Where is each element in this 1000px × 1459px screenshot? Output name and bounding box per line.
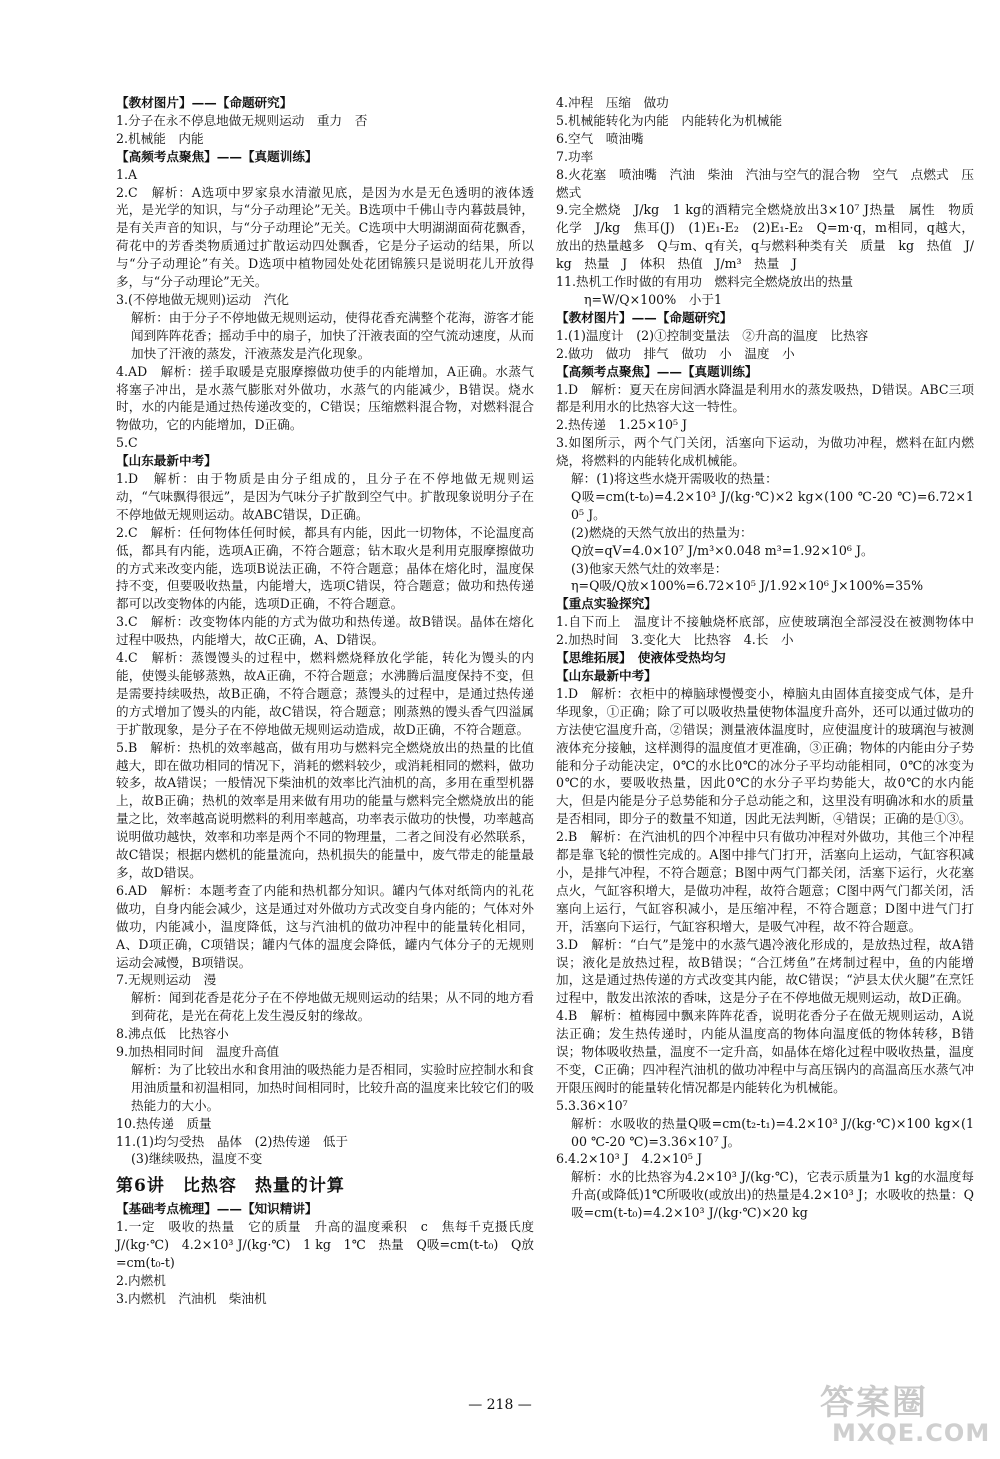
answer-line: 2.做功 做功 排气 做功 小 温度 小	[556, 345, 795, 361]
section-header: 【教材图片】——【命题研究】	[116, 95, 293, 110]
answer-line: 5.机械能转化为内能 内能转化为机械能	[556, 112, 783, 128]
answer-line: η=Q吸/Q放×100%=6.72×10⁵ J/1.92×10⁶ J×100%=35%	[571, 578, 924, 594]
answer-line: 7.无规则运动 漫	[116, 972, 217, 988]
answer-line: 1.分子在永不停息地做无规则运动 重力 否	[116, 112, 368, 128]
answer-line: 8.沸点低 比热容小	[116, 1026, 229, 1042]
answer-line: 5.B 解析：热机的效率越高，做有用功与燃料完全燃烧放出的热量的比值越大，即在做功相同的情况下，消耗的燃料较少，或消耗相同的燃料，做功较多，故A错误；一般情况下柴油机的效率比汽油机的高，多用在重型机器上，故B正确；热机的效率是用来做有用功的能量与燃料完全燃烧放出的能量之比，效率越高说明燃料的利用率越高，功率表示做功的快慢，功率越高说明做功越快，效率和功率是两个不同的物理量，二者之间没有必然联系，故C错误；根据内燃机的能量流向，热机损失的能量中，废气带走的能量最多，故D错误。	[116, 739, 534, 880]
answer-line: 2.B 解析：在汽油机的四个冲程中只有做功冲程对外做功，其他三个冲程都是靠飞轮的惯性完成的。A图中排气门打开，活塞向上运动，气缸容积减小，是排气冲程，不符合题意；B图中两气门都关闭，活塞下运行，火花塞点火，气缸容积增大，是做功冲程，故符合题意；C图中两气门都关闭，活塞向上运行，气缸容积减小，是压缩冲程，不符合题意；D图中进气门打开，活塞向下运行，气缸容积增大，是吸气冲程，故不符合题意。	[556, 829, 974, 934]
answer-line: 2.热传递 1.25×10⁵ J	[556, 417, 688, 433]
watermark-logo: 答案圈	[820, 1383, 928, 1423]
answer-line: 9.加热相同时间 温度升高值	[116, 1044, 280, 1060]
answer-line: 4.B 解析：植梅园中飘来阵阵花香，说明花香分子在做无规则运动，A说法正确；发生热传递时，内能从温度高的物体向温度低的物体转移，B错误；物体吸收热量，温度不一定升高，如晶体在熔化过程中吸收热量，温度不变，C正确；四冲程汽油机的做功冲程中与高压锅内的高温高压水蒸气冲开限压阀时的能量转化情况都是内能转化为机械能。	[556, 1008, 974, 1095]
answer-line: 4.C 解析：蒸馒馒头的过程中，燃料燃烧释放化学能，转化为馒头的内能，使馒头能够蒸熟，故A正确，不符合题意；水沸腾后温度保持不变，但是需要持续吸热，故B正确，不符合题意；蒸馒头的过程中，是通过热传递的方式增加了馒头的内能，故C错误，符合题意；刚蒸熟的馒头香气四溢属于扩散现象，是分子在不停地做无规则运动造成，故D正确，不符合题意。	[116, 650, 534, 737]
answer-line: 2.C 解析：A选项中罗家泉水清澈见底，是因为水是无色透明的液体透光，是光学的知识，与“分子动理论”无关。B选项中千佛山寺内暮鼓晨钟，是有关声音的知识，与“分子动理论”无关。C选项中大明湖湖面荷花飘香，荷花中的芳香类物质通过扩散运动四处飘香，它是分子运动的结果，所以与“分子动理论”有关。D选项中植物园处处花团锦簇只是说明花儿开放得多，与“分子动理论”无关。	[116, 184, 534, 290]
section-header: 【教材图片】——【命题研究】	[556, 309, 733, 325]
answer-line: 11.热机工作时做的有用功 燃料完全燃烧放出的热量	[556, 274, 854, 290]
section-header: 【高频考点聚焦】——【真题训练】	[116, 148, 318, 164]
answer-line: 解：(1)将这些水烧开需吸收的热量：	[571, 471, 778, 487]
answer-line: 解析：为了比较出水和食用油的吸热能力是否相同，实验时应控制水和食用油质量和初温相同，加热时间相同时，比较升高的温度来比较它们的吸热能力的大小。	[131, 1061, 534, 1113]
answer-line: 1.一定 吸收的热量 它的质量 升高的温度乘积 c 焦每千克摄氏度 J/(kg·℃) 4.2×10³ J/(kg·℃) 1 kg 1℃ 热量 Q吸=cm(t-t₀) Q放=cm(t₀-t)	[116, 1219, 547, 1270]
section-header: 【基础考点梳理】——【知识精讲】	[116, 1201, 318, 1217]
answer-line: 解析：闻到花香是花分子在不停地做无规则运动的结果；从不同的地方看到荷花，是光在荷花上发生漫反射的缘故。	[131, 990, 534, 1024]
section-header: 【高频考点聚焦】——【真题训练】	[556, 363, 758, 379]
answer-line: 4.冲程 压缩 做功	[556, 95, 669, 110]
right-column	[556, 94, 987, 1222]
answer-line: 解析：水的比热容为4.2×10³ J/(kg·℃)，它表示质量为1 kg的水温度每升高(或降低)1℃所吸收(或放出)的热量是4.2×10³ J；水吸收的热量：Q吸=cm(t-t₀)=4.2×10³ J/(kg·℃)×20 kg	[571, 1169, 974, 1221]
page-number: — 218 —	[468, 1397, 532, 1413]
left-column	[116, 94, 547, 1308]
answer-line: 5.C	[116, 435, 138, 451]
answer-line: 11.(1)均匀受热 晶体 (2)热传递 低于	[116, 1133, 349, 1149]
section-header: 【重点实验探究】	[556, 596, 657, 612]
section-header: 【思维拓展】 使液体受热均匀	[556, 650, 727, 666]
answer-line: 6.空气 喷油嘴	[556, 130, 644, 146]
answer-line: 3.如图所示，两个气门关闭，活塞向下运动，为做功冲程，燃料在缸内燃烧，将燃料的内能转化成机械能。	[556, 435, 974, 469]
answer-line: 2.C 解析：任何物体任何时候，都具有内能，因此一切物体，不论温度高低，都具有内能，选项A正确，不符合题意；钻木取火是利用克服摩擦做功的方式来改变内能，选项B说法正确，不符合题意；晶体在熔化时，温度保持不变，但要吸收热量，内能增大，选项C错误，符合题意；做功和热传递都可以改变物体的内能，选项D正确，不符合题意。	[116, 524, 534, 612]
answer-line: 2.内燃机	[116, 1272, 166, 1288]
answer-line: 6.AD 解析：本题考查了内能和热机都分知识。罐内气体对纸筒内的礼花做功，自身内能会减少，这是通过对外做功方式改变自身内能的；气体对外做功，内能减小，温度降低，这与汽油机的做功冲程中的能量转化相同，A、D项正确，C项错误；罐内气体的温度会降低，罐内气体分子的无规则运动会减慢，B项错误。	[116, 882, 534, 970]
answer-line: 6.4.2×10³ J 4.2×10⁵ J	[556, 1151, 703, 1167]
lecture-title: 第6讲 比热容 热量的计算	[116, 1176, 345, 1197]
answer-line: (3)继续吸热，温度不变	[131, 1151, 263, 1167]
answer-line: 1.D 解析：由于物质是由分子组成的，且分子在不停地做无规则运动，“气味飘得很远”，是因为气味分子扩散到空气中。扩散现象说明分子在不停地做无规则运动。故ABC错误，D正确。	[116, 471, 534, 522]
answer-line: 解析：水吸收的热量Q吸=cm(t₂-t₁)=4.2×10³ J/(kg·℃)×100 kg×(100 ℃-20 ℃)=3.36×10⁷ J。	[571, 1115, 974, 1149]
answer-line: 8.火花塞 喷油嘴 汽油 柴油 汽油与空气的混合物 空气 点燃式 压燃式	[556, 166, 974, 200]
watermark	[820, 1375, 990, 1453]
answer-line: Q放=qV=4.0×10⁷ J/m³×0.048 m³=1.92×10⁶ J。	[571, 542, 874, 558]
answer-line: 3.(不停地做无规则)运动 汽化	[116, 291, 289, 307]
answer-line: 1.(1)温度计 (2)①控制变量法 ②升高的温度 比热容	[556, 327, 869, 343]
answer-line: 1.自下而上 温度计不接触烧杯底部，应使玻璃泡全部浸没在被测物体中 2.加热时间 3.变化大 比热容 4.长 小	[556, 614, 987, 648]
answer-line: 5.3.36×10⁷	[556, 1097, 628, 1113]
answer-line: 3.C 解析：改变物体内能的方式为做功和热传递。故B错误。晶体在熔化过程中吸热，内能增大，故C正确，A、D错误。	[116, 614, 534, 648]
answer-line: 2.机械能 内能	[116, 130, 204, 146]
answer-line: 解析：由于分子不停地做无规则运动，使得花香充满整个花海，游客才能闻到阵阵花香；摇动手中的扇子，加快了汗液表面的空气流动速度，从而加快了汗液的蒸发，汗液蒸发是汽化现象。	[131, 309, 534, 361]
section-header: 【山东最新中考】	[116, 453, 217, 469]
answer-line: 1.D 解析：衣柜中的樟脑球慢慢变小，樟脑丸由固体直接变成气体，是升华现象，①正确；除了可以吸收热量使物体温度升高外，还可以通过做功的方法使它温度升高，②错误；测量液体温度时，应使温度计的玻璃泡与被测液体充分接触，这样测得的温度值才更准确，③正确；物体的内能由分子势能和分子动能决定，0℃的水比0℃的冰分子平均动能相同，0℃的冰变为0℃的水，要吸收热量，因此0℃的水分子平均势能大，故0℃的水内能大，但是内能是分子总势能和分子总动能之和，这里没有明确冰和水的质量是否相同，即分子的数量不知道，因此无法判断，④错误；正确的是①③。	[556, 685, 974, 827]
answer-line: (2)燃烧的天然气放出的热量为：	[571, 524, 753, 540]
answer-line: 4.AD 解析：搓手取暖是克服摩擦做功使手的内能增加，A正确。水蒸气将塞子冲出，是水蒸气膨胀对外做功，水蒸气的内能减少，B错误。烧水时，水的内能是通过热传递改变的，C错误；压缩燃料混合物，对燃料混合物做功，它的内能增加，D正确。	[116, 363, 534, 433]
answer-line: Q吸=cm(t-t₀)=4.2×10³ J/(kg·℃)×2 kg×(100 ℃-20 ℃)=6.72×10⁵ J。	[571, 488, 974, 522]
answer-line: 3.D 解析：“白气”是笼中的水蒸气遇冷液化形成的，是放热过程，故A错误；液化是放热过程，故B错误；“合江烤鱼”在烤制过程中，鱼的内能增加，这是通过热传递的方式改变其内能，故C错误；“泸县太伏火腿”在烹饪过程中，散发出浓浓的香味，这是分子在不停地做无规则运动，故D正确。	[556, 936, 974, 1006]
answer-line: 7.功率	[556, 148, 594, 164]
section-header: 【山东最新中考】	[556, 668, 657, 683]
answer-line: 10.热传递 质量	[116, 1115, 212, 1131]
answer-line: (3)他家天然气灶的效率是：	[571, 560, 728, 576]
answer-line: 9.完全燃烧 J/kg 1 kg的酒精完全燃烧放出3×10⁷ J热量 属性 物质 化学 J/kg 焦耳(J) (1)E₁-E₂ (2)E₁-E₂ Q=m·q，m相同，q越大，放出的热量越多 Q与m、q有关，q与燃料种类有关 质量 kg 热值 J/kg 热量 J 体积 热值 J/m³ 热量 J	[556, 202, 987, 272]
answer-line: 1.D 解析：夏天在房间洒水降温是利用水的蒸发吸热，D错误。ABC三项都是利用水的比热容大这一特性。	[556, 381, 974, 415]
answer-line: η=W/Q×100% 小于1	[584, 291, 722, 307]
watermark-url: MXQE.COM	[832, 1419, 991, 1447]
answer-line: 3.内燃机 汽油机 柴油机	[116, 1290, 267, 1306]
answer-line: 1.A	[116, 166, 138, 182]
